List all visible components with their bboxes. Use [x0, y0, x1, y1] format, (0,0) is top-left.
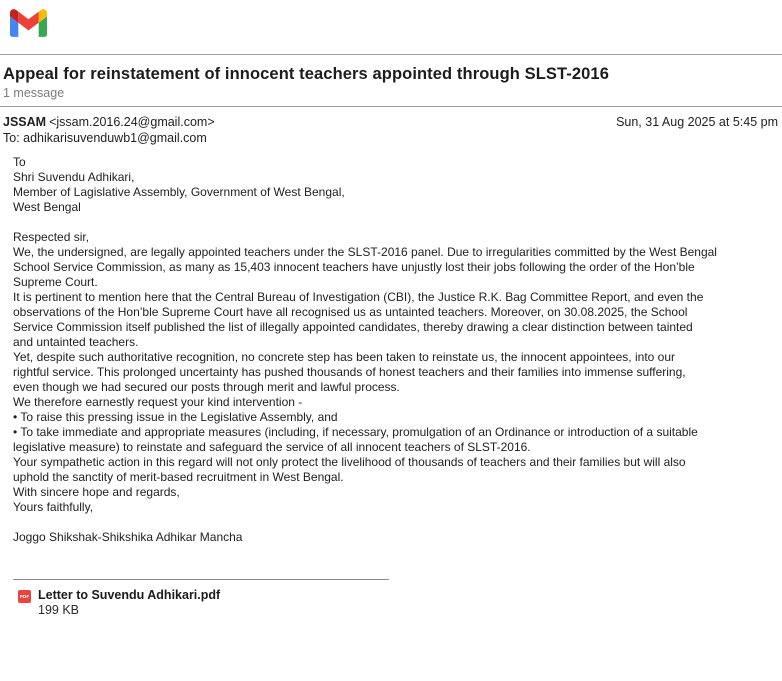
attachment-filename[interactable]: Letter to Suvendu Adhikari.pdf	[38, 588, 221, 602]
body-line: uphold the sanctity of merit-based recruitment in West Bengal.	[13, 470, 344, 484]
body-line: Member of Lagislative Assembly, Government of West Bengal,	[13, 185, 345, 199]
body-line: Shri Suvendu Adhikari,	[13, 170, 135, 184]
body-line: observations of the Hon’ble Supreme Court have all recognised us as untainted teachers. Moreover, on 30.08.2025, the School	[13, 305, 688, 319]
attachment-divider	[13, 579, 389, 580]
body-line: Respected sir,	[13, 230, 90, 244]
body-line: Joggo Shikshak-Shikshika Adhikar Mancha	[13, 530, 243, 544]
sender-name: JSSAM	[3, 115, 47, 129]
body-line: rightful service. This prolonged uncertainty has pushed thousands of honest teachers and their families into immense suffering,	[13, 365, 686, 379]
sender-line	[3, 115, 215, 130]
body-line: School Service Commission, as many as 15,403 innocent teachers have unjustly lost their jobs following the order of the Hon’ble	[13, 260, 695, 274]
body-line: Yet, despite such authoritative recognition, no concrete step has been taken to reinstate us, the innocent appointees, into our	[13, 350, 675, 364]
sender-email: <jssam.2016.24@gmail.com>	[49, 115, 215, 129]
body-line: Supreme Court.	[13, 275, 98, 289]
message-meta	[0, 107, 782, 146]
body-line: legislative measure) to reinstate and safeguard the service of all innocent teachers of SLST-2016.	[13, 440, 531, 454]
recipient-line: To: adhikarisuvenduwb1@gmail.com	[3, 131, 207, 145]
attachment-size: 199 KB	[38, 603, 80, 617]
body-line: We, the undersigned, are legally appointed teachers under the SLST-2016 panel. Due to irregularities committed by the West Bengal	[13, 245, 717, 259]
attachment-text	[38, 588, 220, 618]
email-subject: Appeal for reinstatement of innocent teachers appointed through SLST-2016	[3, 65, 609, 83]
body-line: To	[13, 155, 26, 169]
attachment-item[interactable]	[18, 588, 782, 618]
body-line: even though we had secured our posts through merit and lawful process.	[13, 380, 400, 394]
body-line: Yours faithfully,	[13, 500, 94, 514]
body-line: Service Commission itself published the list of illegally appointed candidates, thereby drawing a clear distinction between tainted	[13, 320, 693, 334]
body-line: West Bengal	[13, 200, 81, 214]
body-line: • To raise this pressing issue in the Legislative Assembly, and	[13, 410, 338, 424]
body-line	[13, 215, 782, 230]
email-body	[13, 155, 782, 545]
divider-top	[0, 54, 782, 55]
body-line: • To take immediate and appropriate measures (including, if necessary, promulgation of an Ordinance or introduction of a suitable	[13, 425, 698, 439]
gmail-logo	[0, 0, 782, 38]
pdf-file-icon: PDF	[18, 590, 31, 603]
message-count: 1 message	[3, 86, 65, 100]
body-line: With sincere hope and regards,	[13, 485, 180, 499]
body-line: It is pertinent to mention here that the Central Bureau of Investigation (CBI), the Justice R.K. Bag Committee Report, and even the	[13, 290, 704, 304]
gmail-m-icon	[10, 9, 47, 37]
body-line: We therefore earnestly request your kind intervention -	[13, 395, 303, 409]
message-date: Sun, 31 Aug 2025 at 5:45 pm	[616, 115, 778, 129]
body-line	[13, 515, 782, 530]
body-line: and untainted teachers.	[13, 335, 139, 349]
body-line: Your sympathetic action in this regard will not only protect the livelihood of thousands of teachers and their families but will also	[13, 455, 686, 469]
